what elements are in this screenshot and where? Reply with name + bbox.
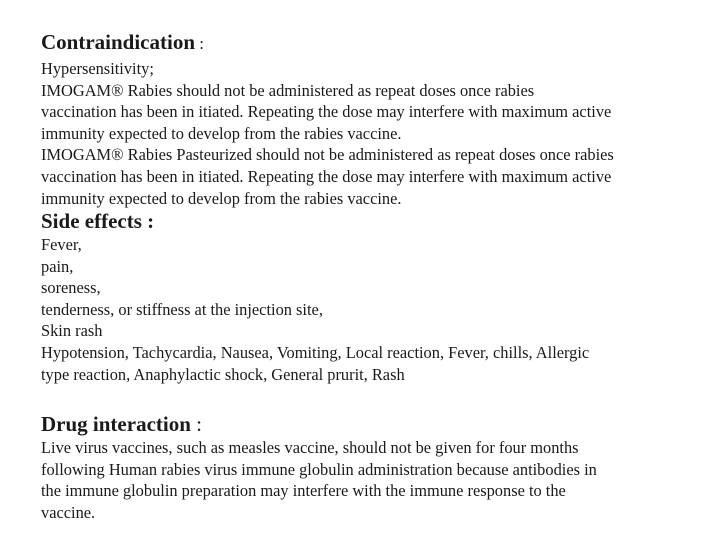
contraindication-section xyxy=(41,29,614,209)
contraindication-heading xyxy=(41,29,614,57)
text-line: IMOGAM® Rabies Pasteurized should not be administered as repeat doses once rabies xyxy=(41,145,614,165)
text-line: vaccination has been in itiated. Repeating the dose may interfere with maximum active xyxy=(41,102,612,122)
text-line: Live virus vaccines, such as measles vaccine, should not be given for four months xyxy=(41,438,579,457)
drug-interaction-section xyxy=(41,411,597,523)
heading-text: Contraindication xyxy=(41,30,196,54)
text-line: Skin rash xyxy=(41,321,103,341)
text-line: the immune globulin preparation may interfere with the immune response to the xyxy=(41,481,566,501)
heading-colon: : xyxy=(195,34,204,53)
drug-interaction-heading xyxy=(41,411,597,437)
heading-text: Drug interaction xyxy=(41,412,191,436)
heading-colon: : xyxy=(190,412,202,436)
text-line: type reaction, Anaphylactic shock, General prurit, Rash xyxy=(41,364,405,384)
side-effects-section xyxy=(41,208,589,385)
text-line: immunity expected to develop from the rabies vaccine. xyxy=(41,188,402,208)
text-line: vaccine. xyxy=(41,502,96,522)
text-line: following Human rabies virus immune globulin administration because antibodies in xyxy=(41,459,597,479)
text-line: immunity expected to develop from the rabies vaccine. xyxy=(41,123,402,143)
text-line: vaccination has been in itiated. Repeating the dose may interfere with maximum active xyxy=(41,166,612,186)
text-line: Hypersensitivity; xyxy=(41,59,154,78)
text-line: soreness, xyxy=(41,278,101,298)
text-line: Fever, xyxy=(41,235,82,254)
side-effects-heading: Side effects : xyxy=(41,209,155,233)
text-line: tenderness, or stiffness at the injection site, xyxy=(41,299,323,319)
text-line: pain, xyxy=(41,256,74,276)
text-line: IMOGAM® Rabies should not be administered as repeat doses once rabies xyxy=(41,80,535,100)
text-line: Hypotension, Tachycardia, Nausea, Vomiting, Local reaction, Fever, chills, Allergic xyxy=(41,342,590,362)
